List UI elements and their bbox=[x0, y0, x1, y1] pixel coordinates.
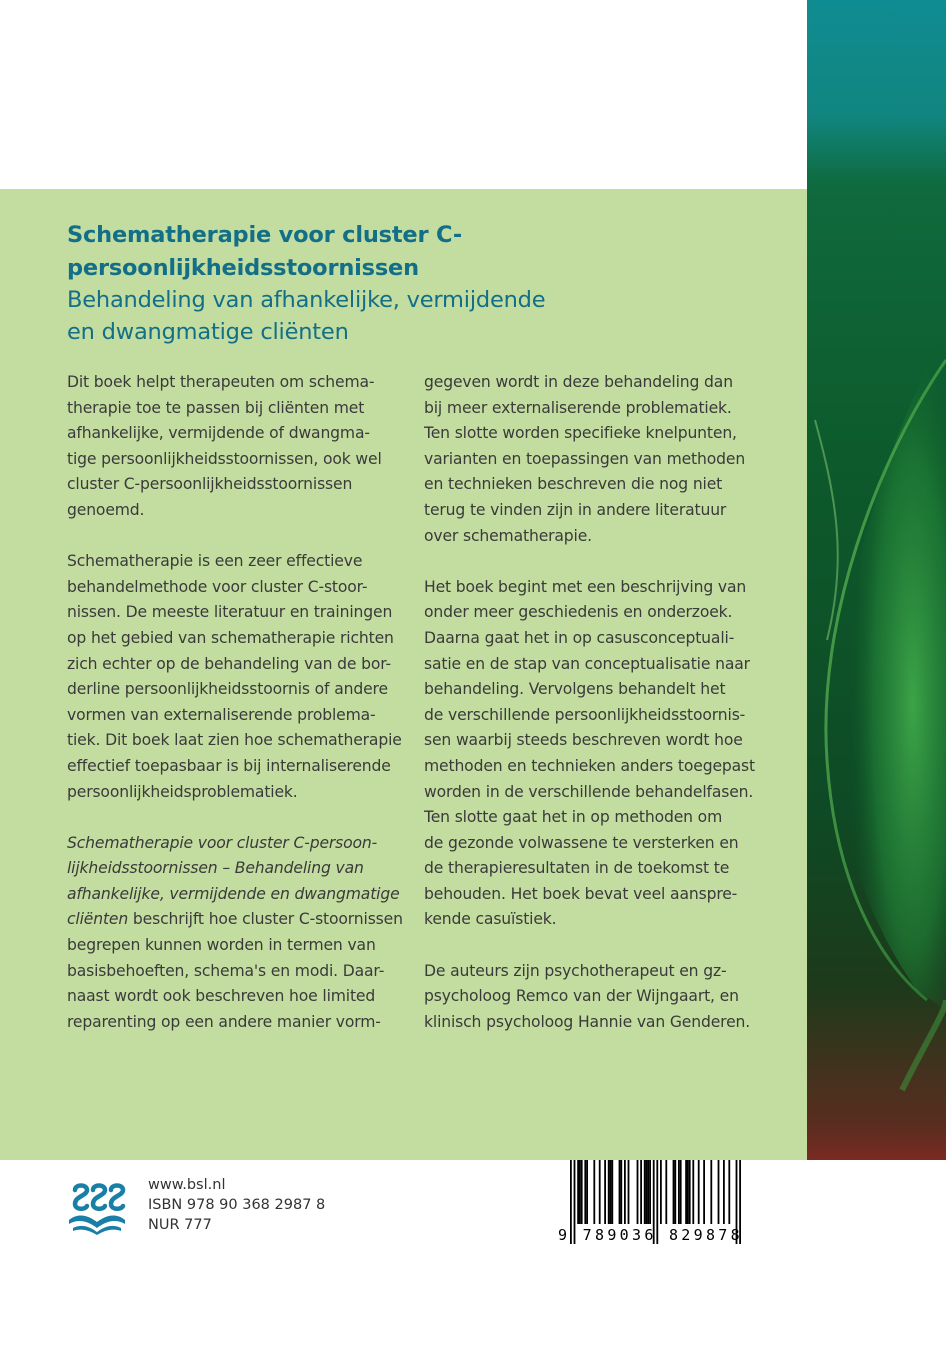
blurb-line: Dit boek helpt therapeuten om schema- bbox=[67, 373, 375, 391]
barcode-bar bbox=[577, 1160, 579, 1224]
book-subtitle-line: en dwangmatige cliënten bbox=[67, 319, 349, 345]
blurb-line: therapie toe te passen bij cliënten met bbox=[67, 398, 365, 417]
barcode-bar bbox=[728, 1160, 730, 1224]
blurb-line: methoden en technieken anders toegepast bbox=[424, 756, 755, 775]
blurb-line: over schematherapie. bbox=[424, 526, 592, 545]
blurb-line: sen waarbij steeds beschreven wordt hoe bbox=[424, 731, 743, 750]
publisher-info bbox=[148, 1175, 325, 1235]
blurb-line: behandeling. Vervolgens behandelt het bbox=[424, 680, 726, 699]
barcode-bar bbox=[610, 1160, 612, 1224]
blurb-line: Ten slotte gaat het in op methoden om bbox=[424, 808, 723, 827]
publisher-website: www.bsl.nl bbox=[148, 1177, 226, 1193]
bsl-logo-icon bbox=[67, 1180, 127, 1235]
nur-code: NUR 777 bbox=[148, 1217, 212, 1233]
blurb-paragraph bbox=[424, 370, 764, 549]
barcode-bar bbox=[646, 1160, 648, 1224]
leaf-illustration bbox=[807, 0, 946, 1160]
barcode-bar bbox=[584, 1160, 586, 1224]
blurb-line: behandelmethode voor cluster C-stoor- bbox=[67, 577, 368, 596]
blurb-paragraph bbox=[67, 831, 407, 1036]
blurb-title-italic: cliënten bbox=[67, 910, 129, 929]
blurb-line: tiek. Dit boek laat zien hoe schematherapie bbox=[67, 731, 402, 750]
blurb-line: afhankelijke, vermijdende of dwangma- bbox=[67, 424, 370, 443]
blurb-paragraph bbox=[67, 549, 407, 805]
blurb-line: vormen van externaliserende problema- bbox=[67, 705, 376, 724]
barcode-bar bbox=[698, 1160, 700, 1224]
barcode-bar bbox=[640, 1160, 642, 1224]
barcode-bar bbox=[644, 1160, 646, 1224]
barcode-bar bbox=[647, 1160, 649, 1224]
book-title-line: Schematherapie voor cluster C- bbox=[67, 222, 462, 248]
isbn-number: ISBN 978 90 368 2987 8 bbox=[148, 1197, 326, 1213]
blurb-line: effectief toepasbaar is bij internaliserende bbox=[67, 756, 391, 775]
blurb-line: varianten en toepassingen van methoden bbox=[424, 449, 746, 468]
barcode-bar bbox=[619, 1160, 621, 1224]
blurb-line: tige persoonlijkheidsstoornissen, ook wel bbox=[67, 449, 382, 468]
blurb-line: Het boek begint met een beschrijving van bbox=[424, 577, 747, 596]
blurb-left-column bbox=[67, 370, 407, 1061]
book-title-line: persoonlijkheidsstoornissen bbox=[67, 255, 419, 281]
blurb-line: kende casuïstiek. bbox=[424, 910, 557, 929]
barcode-bar bbox=[581, 1160, 583, 1224]
blurb-line: Daarna gaat het in op casusconceptuali- bbox=[424, 628, 735, 647]
blurb-line-italic: lijkheidsstoornissen – Behandeling van bbox=[67, 859, 364, 878]
blurb-line: Ten slotte worden specifieke knelpunten, bbox=[424, 424, 737, 443]
barcode-bar bbox=[687, 1160, 689, 1224]
barcode-bar bbox=[593, 1160, 595, 1224]
blurb-line: op het gebied van schematherapie richten bbox=[67, 628, 394, 647]
barcode-bar bbox=[599, 1160, 601, 1224]
blurb-line: persoonlijkheidsproblematiek. bbox=[67, 782, 298, 801]
barcode-bar bbox=[604, 1160, 606, 1224]
blurb-line: zich echter op de behandeling van de bor- bbox=[67, 654, 392, 673]
blurb-line: onder meer geschiedenis en onderzoek. bbox=[424, 603, 733, 622]
blurb-right-column bbox=[424, 370, 764, 1061]
barcode-bar bbox=[637, 1160, 639, 1224]
barcode-bar bbox=[579, 1160, 581, 1224]
book-subtitle bbox=[67, 284, 627, 348]
blurb-line: De auteurs zijn psychotherapeut en gz- bbox=[424, 961, 727, 980]
barcode-bar bbox=[710, 1160, 712, 1224]
blurb-line: de gezonde volwassene te versterken en bbox=[424, 833, 739, 852]
blurb-line: gegeven wordt in deze behandeling dan bbox=[424, 373, 733, 391]
blurb-paragraph bbox=[424, 575, 764, 933]
barcode-bar bbox=[680, 1160, 682, 1224]
blurb-line: satie en de stap van conceptualisatie naar bbox=[424, 654, 750, 673]
blurb-line: klinisch psycholoog Hannie van Genderen. bbox=[424, 1012, 751, 1031]
blurb-line: derline persoonlijkheidsstoornis of andere bbox=[67, 680, 388, 699]
barcode-bar bbox=[674, 1160, 676, 1224]
barcode-bar bbox=[723, 1160, 725, 1224]
barcode-bar bbox=[620, 1160, 622, 1224]
blurb-line-rest: beschrijft hoe cluster C-stoornissen bbox=[128, 910, 403, 929]
blurb-paragraph bbox=[67, 370, 407, 524]
cover-side-artwork bbox=[807, 0, 946, 1160]
barcode-bar bbox=[673, 1160, 675, 1224]
barcode-bar bbox=[611, 1160, 613, 1224]
book-subtitle-line: Behandeling van afhankelijke, vermijdende bbox=[67, 287, 546, 313]
barcode-bar bbox=[586, 1160, 588, 1224]
blurb-line: bij meer externaliserende problematiek. bbox=[424, 398, 732, 417]
blurb-line: en technieken beschreven die nog niet bbox=[424, 475, 723, 494]
barcode-digits: 9 789036 829878 bbox=[558, 1226, 743, 1244]
barcode-bar bbox=[660, 1160, 662, 1224]
blurb-line: cluster C-persoonlijkheidsstoornissen bbox=[67, 475, 353, 494]
barcode-bar bbox=[718, 1160, 720, 1224]
barcode-bar bbox=[703, 1160, 705, 1224]
blurb-line: Schematherapie is een zeer effectieve bbox=[67, 552, 363, 571]
blurb-line: naast wordt ook beschreven hoe limited bbox=[67, 987, 376, 1006]
blurb-line: terug te vinden zijn in andere literatuur bbox=[424, 500, 727, 519]
barcode-bar bbox=[678, 1160, 680, 1224]
blurb-paragraph bbox=[424, 959, 764, 1036]
blurb-line: psycholoog Remco van der Wijngaart, en bbox=[424, 987, 739, 1006]
blurb-line: begrepen kunnen worden in termen van bbox=[67, 936, 376, 955]
barcode-bar bbox=[689, 1160, 691, 1224]
barcode-bar bbox=[649, 1160, 651, 1224]
book-title bbox=[67, 219, 627, 285]
blurb-line: de verschillende persoonlijkheidsstoornis- bbox=[424, 705, 746, 724]
blurb-line: reparenting op een andere manier vorm- bbox=[67, 1012, 381, 1031]
barcode-bar bbox=[665, 1160, 667, 1224]
blurb-line: genoemd. bbox=[67, 500, 145, 519]
blurb-line: worden in de verschillende behandelfasen. bbox=[424, 782, 754, 801]
blurb-line: de therapieresultaten in de toekomst te bbox=[424, 859, 730, 878]
barcode-bar bbox=[628, 1160, 630, 1224]
blurb-line-italic: Schematherapie voor cluster C-persoon- bbox=[67, 833, 378, 852]
blurb-line: nissen. De meeste literatuur en trainingen bbox=[67, 603, 393, 622]
blurb-line: behouden. Het boek bevat veel aanspre- bbox=[424, 884, 738, 903]
barcode-bar bbox=[692, 1160, 694, 1224]
barcode-bar bbox=[608, 1160, 610, 1224]
blurb-line: basisbehoeften, schema's en modi. Daar- bbox=[67, 961, 385, 980]
barcode-bar bbox=[624, 1160, 626, 1224]
blurb-line-italic: afhankelijke, vermijdende en dwangmatige bbox=[67, 884, 400, 903]
blurb-line bbox=[67, 907, 407, 933]
barcode-bar bbox=[685, 1160, 687, 1224]
